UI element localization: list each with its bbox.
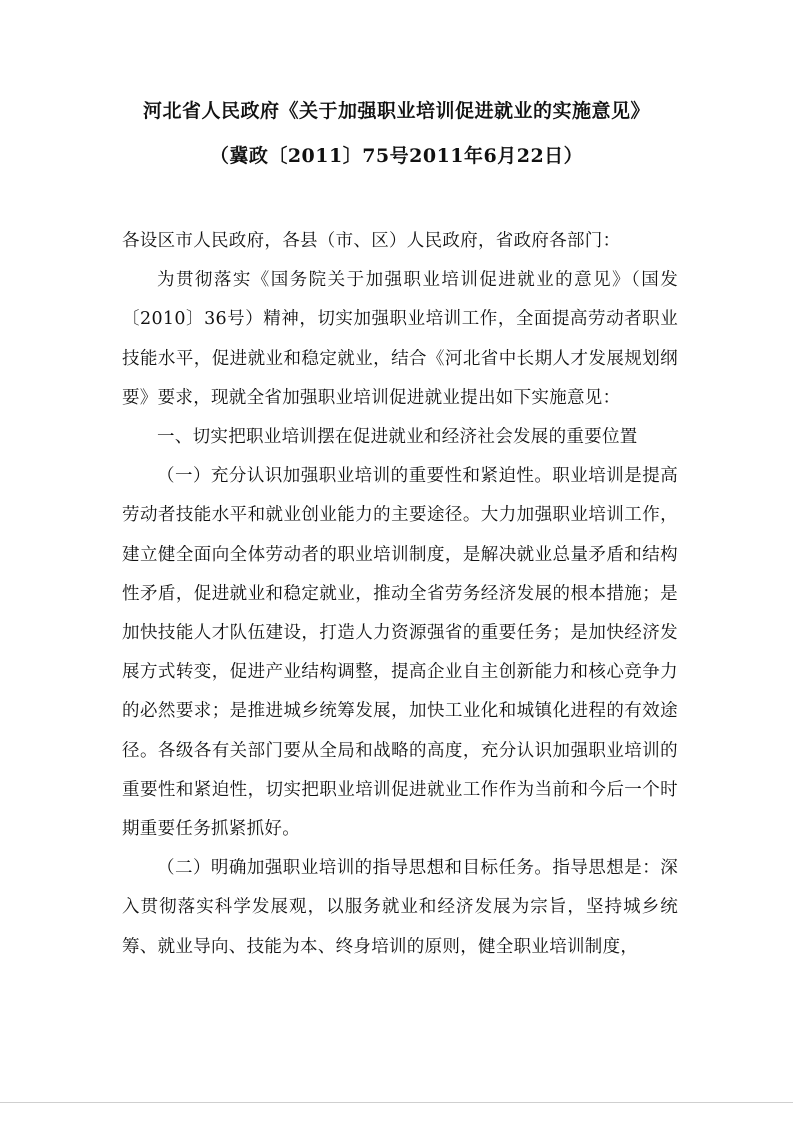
salutation: 各设区市人民政府，各县（市、区）人民政府，省政府各部门： xyxy=(122,231,621,251)
section-heading-1: 一、切实把职业培训摆在促进就业和经济社会发展的重要位置 xyxy=(157,427,638,448)
page-bottom-rule xyxy=(0,1102,793,1103)
paragraph-intro: 为贯彻落实《国务院关于加强职业培训促进就业的意见》（国发〔2010〕36号）精神，切实加强职业培训工作，全面提高劳动者职业技能水平，促进就业和稳定就业，结合《河北省中长期人才发展规划纲要》要求，现就全省加强职业培训促进就业提出如下实施意见： xyxy=(122,270,678,408)
document-subtitle: （冀政〔2011〕75号2011年6月22日） xyxy=(209,145,584,167)
document-title: 河北省人民政府《关于加强职业培训促进就业的实施意见》 xyxy=(142,100,650,122)
paragraph-1-2: （二）明确加强职业培训的指导思想和目标任务。指导思想是：深入贯彻落实科学发展观，以服务就业和经济发展为宗旨，坚持城乡统筹、就业导向、技能为本、终身培训的原则，健全职业培训制度， xyxy=(122,858,678,957)
paragraph-1-1: （一）充分认识加强职业培训的重要性和紧迫性。职业培训是提高劳动者技能水平和就业创业能力的主要途径。大力加强职业培训工作，建立健全面向全体劳动者的职业培训制度，是解决就业总量矛盾和结构性矛盾，促进就业和稳定就业，推动全省劳务经济发展的根本措施；是加快技能人才队伍建设，打造人力资源强省的重要任务；是加快经济发展方式转变，促进产业结构调整，提高企业自主创新能力和核心竞争力的必然要求；是推进城乡统筹发展，加快工业化和城镇化进程的有效途径。各级各有关部门要从全局和战略的高度，充分认识加强职业培训的重要性和紧迫性，切实把职业培训促进就业工作作为当前和今后一个时期重要任务抓紧抓好。 xyxy=(122,466,678,840)
document-body xyxy=(122,222,678,967)
